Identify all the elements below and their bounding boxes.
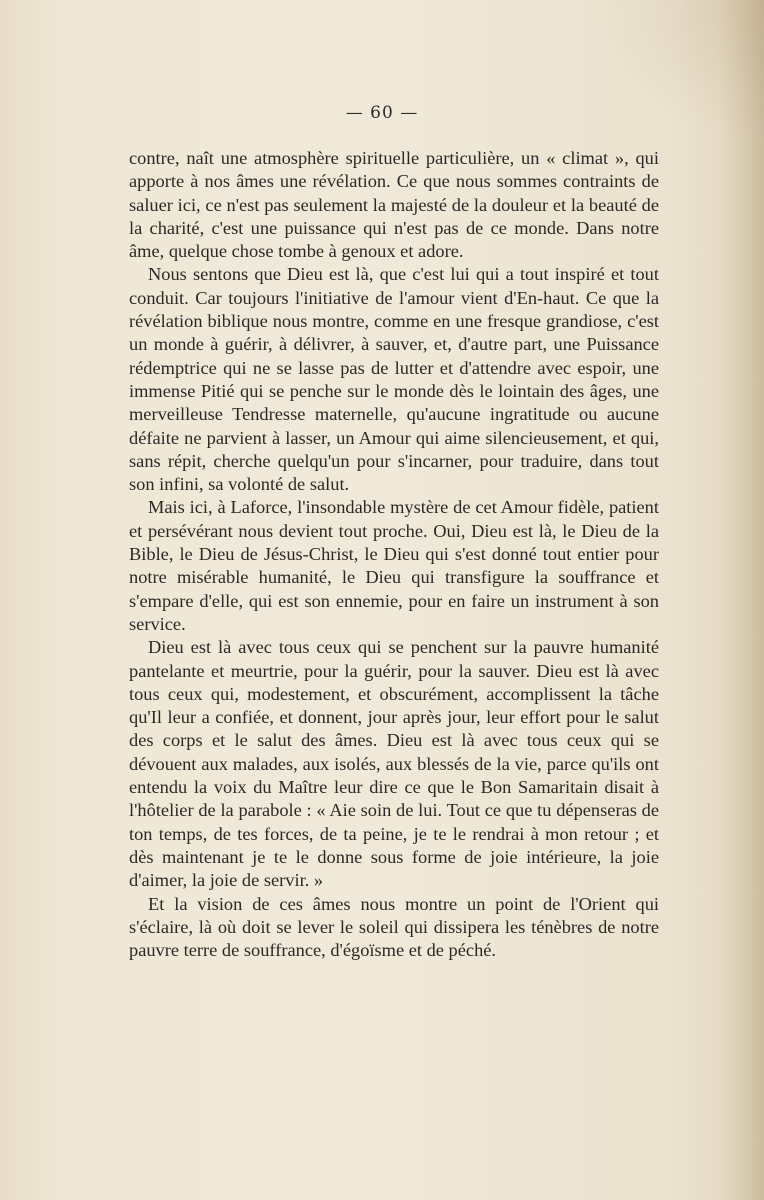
paragraph-3: Mais ici, à Laforce, l'insondable mystère de cet Amour fidèle, patient et persévérant nous devient tout proche. Oui, Dieu est là, le Dieu de la Bible, le Dieu de Jésus-Christ, le Dieu qui s'est donné tout entier pour notre misérable humanité, le Dieu qui transfigure la souffrance et s'empare d'elle, qui est son ennemie, pour en faire un instrument à son service.: [129, 497, 659, 634]
paragraph-2: Nous sentons que Dieu est là, que c'est lui qui a tout inspiré et tout conduit. Car toujours l'initiative de l'amour vient d'En-haut. Ce que la révélation biblique nous montre, comme en une fresque grandiose, c'est un monde à guérir, à délivrer, à sauver, et, d'autre part, une Puissance rédemptrice qui ne se lasse pas de lutter et d'attendre avec espoir, une immense Pitié qui se penche sur le monde dès le lointain des âges, une merveilleuse Tendresse maternelle, qu'aucune ingratitude ou aucune défaite ne parvient à lasser, un Amour qui aime silencieusement, et qui, sans répit, cherche quelqu'un pour s'incarner, pour traduire, dans tout son infini, sa volonté de salut.: [129, 264, 659, 495]
paragraph-4: Dieu est là avec tous ceux qui se penchent sur la pauvre humanité pantelante et meurtrie, pour la guérir, pour la sauver. Dieu est là avec tous ceux qui, modestement, et obscurément, accomplissent la tâche qu'Il leur a confiée, et donnent, jour après jour, leur effort pour le salut des corps et le salut des âmes. Dieu est là avec tous ceux qui se dévouent aux malades, aux isolés, aux blessés de la vie, parce qu'ils ont entendu la voix du Maître leur dire ce que le Bon Samaritain disait à l'hôtelier de la parabole : « Aie soin de lui. Tout ce que tu dépenseras de ton temps, de tes forces, de ta peine, je te le rendrai à mon retour ; et dès maintenant je te le donne sous forme de joie intérieure, la joie d'aimer, la joie de servir. »: [129, 637, 659, 891]
page-edge-shadow: [718, 0, 764, 1200]
paragraph-1: contre, naît une atmosphère spirituelle particulière, un « climat », qui apporte à nos âmes une révélation. Ce que nous sommes contraints de saluer ici, ce n'est pas seulement la majesté de la douleur et la beauté de la charité, c'est une puissance qui n'est pas de ce monde. Dans notre âme, quelque chose tombe à genoux et adore.: [129, 148, 659, 262]
page-number: — 60 —: [345, 103, 419, 123]
body-text: [129, 147, 659, 962]
paragraph-5: Et la vision de ces âmes nous montre un point de l'Orient qui s'éclaire, là où doit se lever le soleil qui dissipera les ténèbres de notre pauvre terre de souffrance, d'égoïsme et de péché.: [129, 893, 659, 961]
